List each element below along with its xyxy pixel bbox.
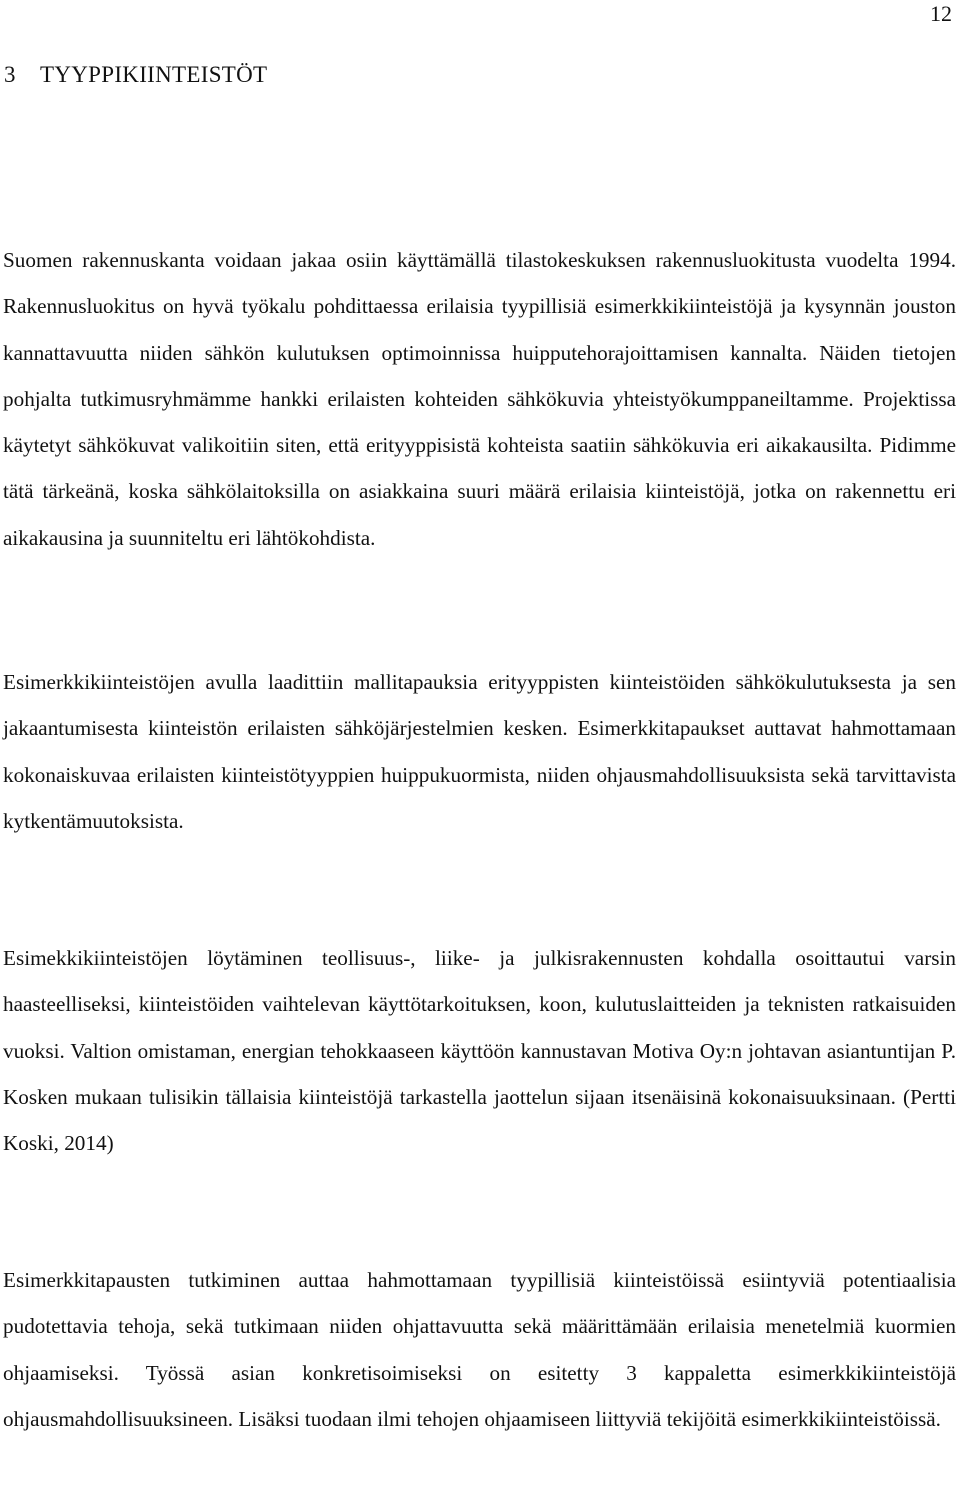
body-paragraph: Esimerkkikiinteistöjen avulla laadittiin mallitapauksia erityyppisten kiinteistöiden sähkökulutuksesta ja sen jakaantumisesta kiinteistön erilaisten sähköjärjestelmien kesken. Esimerkkitapaukset auttavat hahmottamaan kokonaiskuvaa erilaisten kiinteistötyyppien huippukuormista, niiden ohjausmahdollisuuksista sekä tarvittavista kytkentämuutoksista. (3, 670, 956, 833)
chapter-number: 3 (4, 62, 16, 87)
body-paragraph: Esimekkikiinteistöjen löytäminen teollisuus-, liike- ja julkisrakennusten kohdalla osoittautui varsin haasteelliseksi, kiinteistöiden vaihtelevan käyttötarkoituksen, koon, kulutuslaitteiden ja teknisten ratkaisuiden vuoksi. Valtion omistaman, energian tehokkaaseen käyttöön kannustavan Motiva Oy:n johtavan asiantuntijan P. Kosken mukaan tulisikin tällaisia kiinteistöjä tarkastella jaottelun sijaan itsenäisinä kokonaisuuksinaan. (Pertti Koski, 2014) (3, 946, 956, 1156)
page-number: 12 (930, 1, 952, 26)
body-paragraph: Esimerkkitapausten tutkiminen auttaa hahmottamaan tyypillisiä kiinteistöissä esiintyviä potentiaalisia pudotettavia tehoja, sekä tutkimaan niiden ohjattavuutta sekä määrittämään erilaisia menetelmiä kuormien ohjaamiseksi. Työssä asian konkretisoimiseksi on esitetty 3 kappaletta esimerkkikiinteistöjä ohjausmahdollisuuksineen. Lisäksi tuodaan ilmi tehojen ohjaamiseen liittyviä tekijöitä esimerkkikiinteistöissä. (3, 1268, 956, 1431)
chapter-title: TYYPPIKIINTEISTÖT (40, 62, 268, 87)
body-paragraph: Suomen rakennuskanta voidaan jakaa osiin käyttämällä tilastokeskuksen rakennusluokitusta vuodelta 1994. Rakennusluokitus on hyvä työkalu pohdittaessa erilaisia tyypillisiä esimerkkikiinteistöjä ja kysynnän jouston kannattavuutta niiden sähkön kulutuksen optimoinnissa huipputehorajoittamisen kannalta. Näiden tietojen pohjalta tutkimusryhmämme hankki erilaisten kohteiden sähkökuvia yhteistyökumppaneiltamme. Projektissa käytetyt sähkökuvat valikoitiin siten, että erityyppisistä kohteista saatiin sähkökuvia eri aikakausilta. Pidimme tätä tärkeänä, koska sähkölaitoksilla on asiakkaina suuri määrä erilaisia kiinteistöjä, jotka on rakennettu eri aikakausina ja suunniteltu eri lähtökohdista. (3, 248, 956, 550)
chapter-heading (4, 60, 267, 90)
